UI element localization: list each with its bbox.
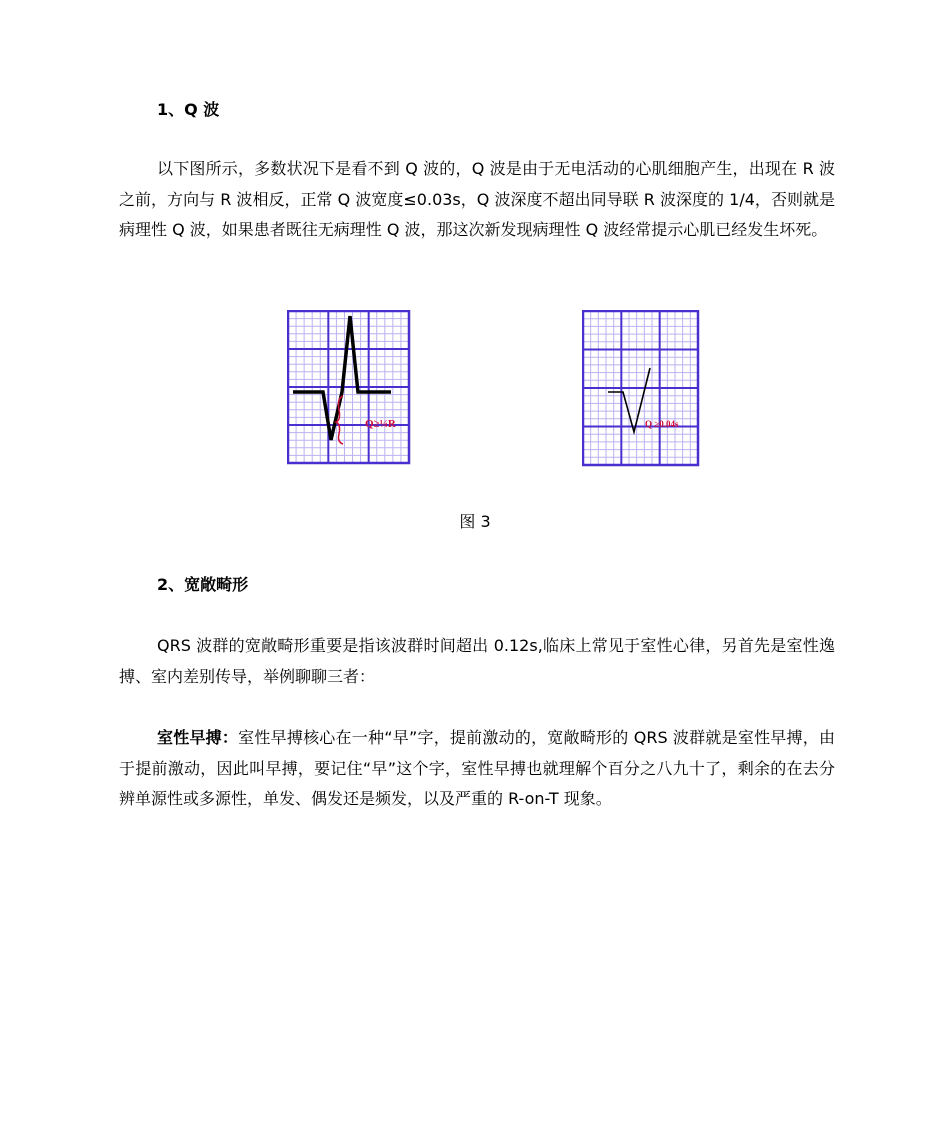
pvc-text: 室性早搏核心在一种“早”字，提前激动的，宽敞畸形的 QRS 波群就是室性早搏，由于提前激动，因此叫早搏，要记住“早”这个字，室性早搏也就理解个百分之八九十了，剩余的在去分辨单源性或多源性，单发、偶发还是频发，以及严重的 R-on-T 现象。 bbox=[119, 728, 835, 808]
section-heading-wide-qrs: 2、宽敞畸形 bbox=[157, 575, 249, 594]
figure-caption: 图 3 bbox=[459, 512, 491, 531]
ecg-figure-left bbox=[287, 310, 415, 466]
pvc-paragraph bbox=[119, 723, 835, 815]
ecg-grid-left bbox=[287, 310, 415, 466]
left-annotation-label: Q≥¼R bbox=[365, 418, 396, 430]
q-wave-paragraph: 以下图所示，多数状况下是看不到 Q 波的，Q 波是由于无电活动的心肌细胞产生，出现在 R 波之前，方向与 R 波相反，正常 Q 波宽度≤0.03s，Q 波深度不超出同导联 R 波深度的 1/4，否则就是病理性 Q 波，如果患者既往无病理性 Q 波，那这次新发现病理性 Q 波经常提示心肌已经发生坏死。 bbox=[119, 159, 835, 239]
section-heading-q-wave: 1、Q 波 bbox=[157, 100, 220, 119]
wide-qrs-paragraph: QRS 波群的宽敞畸形重要是指该波群时间超出 0.12s,临床上常见于室性心律，另首先是室性逸搏、室内差别传导，举例聊聊三者： bbox=[119, 636, 835, 686]
ecg-figure-right bbox=[582, 310, 702, 468]
right-annotation-label: Q ≥0.04s bbox=[645, 419, 679, 429]
ecg-grid-right bbox=[582, 310, 702, 468]
pvc-lead-label: 室性早搏： bbox=[157, 728, 239, 747]
